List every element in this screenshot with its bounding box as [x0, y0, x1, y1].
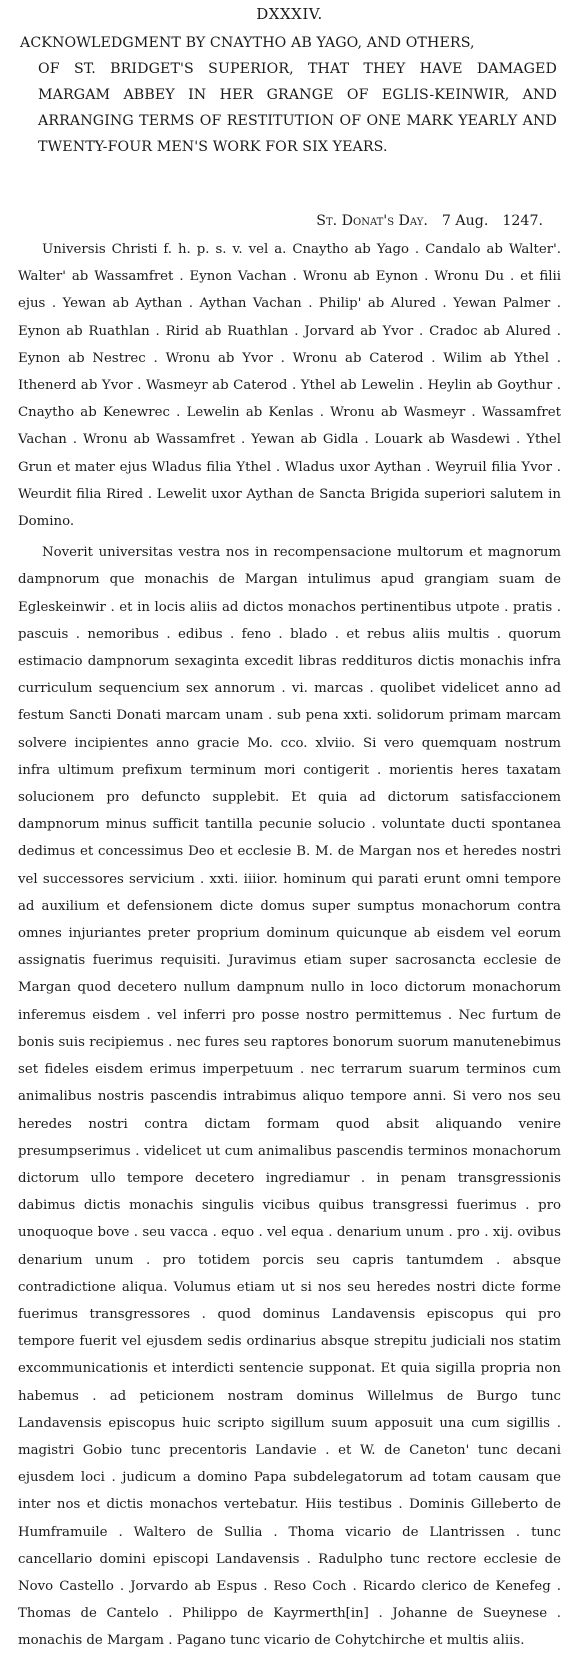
- date-line: [18, 208, 543, 234]
- charter-number: DXXXIV.: [256, 5, 323, 23]
- date-feast: St. Donat's Day.: [316, 213, 428, 229]
- charter-text: [18, 236, 561, 1655]
- date-year: 1247.: [502, 213, 543, 229]
- date-day: 7 Aug.: [441, 213, 489, 229]
- address-paragraph: Universis Christi f. h. p. s. v. vel a. Cnaytho ab Yago . Candalo ab Walter'. Walter' ab Wassamfret . Eynon Vachan . Wronu ab Eynon . Wronu Du . et filii ejus . Yewan ab Aythan . Aythan Vachan . Philip' ab Alured . Yewan Palmer . Eynon ab Ruathlan . Ririd ab Ruathlan . Jorvard ab Yvor . Cradoc ab Alured . Eynon ab Nestrec . Wronu ab Yvor . Wronu ab Caterod . Wilim ab Ythel . Ithenerd ab Yvor . Wasmeyr ab Caterod . Ythel ab Lewelin . Heylin ab Goythur . Cnaytho ab Kenewrec . Lewelin ab Kenlas . Wronu ab Wasmeyr . Wassamfret Vachan . Wronu ab Wassamfret . Yewan ab Gidla . Louark ab Wasdewi . Ythel Grun et mater ejus Wladus filia Ythel . Wladus uxor Aythan . Weyruil filia Yvor . Weurdit filia Rired . Lewelit uxor Aythan de Sancta Brigida superiori salutem in Domino.: [18, 242, 561, 530]
- notification-paragraph: Noverit universitas vestra nos in recompensacione multorum et magnorum dampnorum que monachis de Margan intulimus apud grangiam suam de Egleskeinwir . et in locis aliis ad dictos monachos pertinentibus utpote . pratis . pascuis . nemoribus . edibus . feno . blado . et rebus aliis multis . quorum estimacio dampnorum sexaginta excedit libras reddituros dictis monachis infra curriculum sequencium sex annorum . vi. marcas . quolibet videlicet anno ad festum Sancti Donati marcam unam . sub pena xxti. solidorum primam marcam solvere incipientes anno gracie Mo. cco. xlviio. Si vero quemquam nostrum infra ultimum prefixum terminum mori contigerit . morientis heres taxatam solucionem pro defuncto supplebit. Et quia ad dictorum satisfaccionem dampnorum minus sufficit tantilla pecunie solucio . voluntate ducti spontanea dedimus et concessimus Deo et ecclesie B. M. de Margan nos et heredes nostri vel successores servicium . xxti. iiiior. hominum qui parati erunt omni tempore ad auxilium et defensionem dicte domus super sumptus monachorum contra omnes injuriantes preter proprium dominum quicunque ab eisdem vel eorum assignatis fuerimus requisiti. Juravimus etiam super sacrosancta ecclesie de Margan quod decetero nullum dampnum nullo in loco dictorum monachorum inferemus eisdem . vel inferri pro posse nostro permittemus . Nec furtum de bonis suis recipiemus . nec fures seu raptores bonorum suorum manutenebimus set fideles eisdem erimus imperpetuum . nec terrarum suarum terminos cum animalibus nostris pascendis intrabimus aliquo tempore anni. Si vero nos seu heredes nostri contra dictam formam quod absit aliquando venire presumpserimus . videlicet ut cum animalibus pascendis terminos monachorum dictorum ullo tempore decetero ingrediamur . in penam transgressionis dabimus dictis monachis singulis vicibus quibus transgressi fuerimus . pro unoquoque bove . seu vacca . equo . vel equa . denarium unum . pro . xij. ovibus denarium unum . pro totidem porcis seu capris tantumdem . absque contradictione aliqua. Volumus etiam ut si nos seu heredes nostri dicte forme fuerimus transgressores . quod dominus Landavensis episcopus qui pro tempore fuerit vel ejusdem sedis ordinarius absque strepitu judiciali nos statim excommunicationis et interdicti sentencie supponat. Et quia sigilla propria non habemus . ad peticionem nostram dominus Willelmus de Burgo tunc Landavensis episcopus huic scripto sigillum suum apposuit una cum sigillis . magistri Gobio tunc precentoris Landavie . et W. de Caneton' tunc decani ejusdem loci . judicum a domino Papa subdelegatorum ad totam causam que inter nos et dictis monachos vertebatur. Hiis testibus . Dominis Gilleberto de Humframuile . Waltero de Sullia . Thoma vicario de Llantrissen . tunc cancellario domini episcopi Landavensis . Radulpho tunc rectore ecclesie de Novo Castello . Jorvardo ab Espus . Reso Coch . Ricardo clerico de Kenefeg . Thomas de Cantelo . Philippo de Kayrmerth[in] . Johanne de Sueynese . monachis de Margam . Pagano tunc vicario de Cohytchirche et multis aliis.: [18, 545, 561, 1649]
- heading-line-1: ACKNOWLEDGMENT BY CNAYTHO AB YAGO, AND OTHERS,: [20, 35, 475, 51]
- heading-rest: OF ST. BRIDGET'S SUPERIOR, THAT THEY HAVE DAMAGED MARGAM ABBEY IN HER GRANGE OF EGLIS-KEINWIR, AND ARRANGING TERMS OF RESTITUTION OF ONE MARK YEARLY AND TWENTY-FOUR MEN'S WORK FOR SIX YEARS.: [38, 61, 557, 155]
- charter-heading: [18, 30, 561, 160]
